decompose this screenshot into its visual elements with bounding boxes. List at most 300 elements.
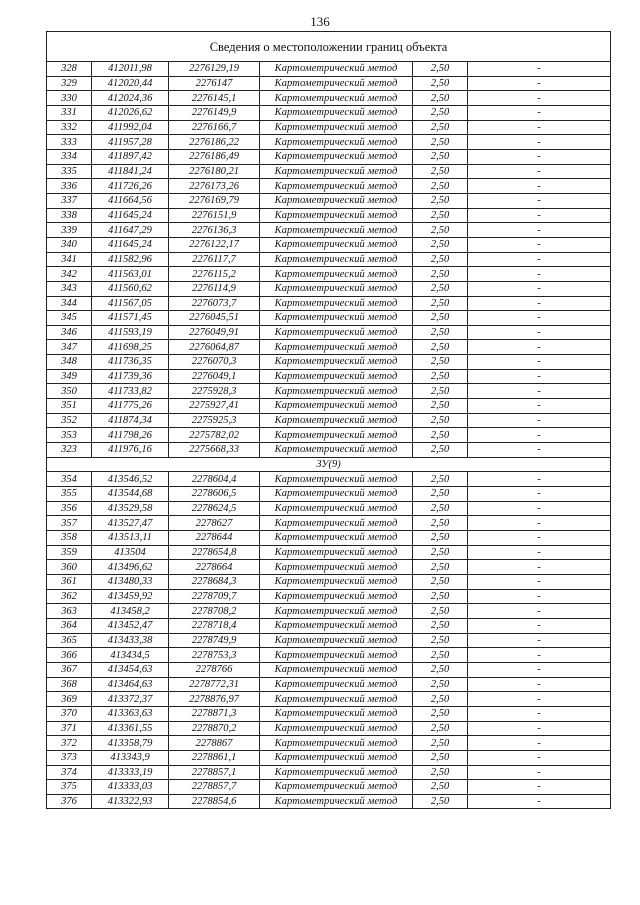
point-number-cell: 349 bbox=[47, 369, 92, 384]
description-cell: - bbox=[468, 501, 611, 516]
table-row bbox=[47, 677, 611, 692]
description-cell: - bbox=[468, 149, 611, 164]
description-cell: - bbox=[468, 62, 611, 77]
table-row bbox=[47, 105, 611, 120]
description-cell: - bbox=[468, 164, 611, 179]
method-cell: Картометрический метод bbox=[260, 252, 413, 267]
table-row bbox=[47, 780, 611, 795]
table-row bbox=[47, 369, 611, 384]
description-cell: - bbox=[468, 355, 611, 370]
y-coordinate-cell: 2276149,9 bbox=[169, 105, 260, 120]
x-coordinate-cell: 413527,47 bbox=[92, 516, 169, 531]
y-coordinate-cell: 2278857,7 bbox=[169, 780, 260, 795]
table-row bbox=[47, 736, 611, 751]
description-cell: - bbox=[468, 487, 611, 502]
point-number-cell: 376 bbox=[47, 794, 92, 809]
accuracy-cell: 2,50 bbox=[413, 794, 468, 809]
method-cell: Картометрический метод bbox=[260, 267, 413, 282]
table-row bbox=[47, 399, 611, 414]
y-coordinate-cell: 2278709,7 bbox=[169, 589, 260, 604]
table-row bbox=[47, 765, 611, 780]
table-row bbox=[47, 428, 611, 443]
table-row bbox=[47, 501, 611, 516]
point-number-cell: 328 bbox=[47, 62, 92, 77]
point-number-cell: 360 bbox=[47, 560, 92, 575]
point-number-cell: 374 bbox=[47, 765, 92, 780]
point-number-cell: 341 bbox=[47, 252, 92, 267]
y-coordinate-cell: 2278857,1 bbox=[169, 765, 260, 780]
method-cell: Картометрический метод bbox=[260, 296, 413, 311]
accuracy-cell: 2,50 bbox=[413, 706, 468, 721]
method-cell: Картометрический метод bbox=[260, 223, 413, 238]
table-row bbox=[47, 267, 611, 282]
x-coordinate-cell: 411726,26 bbox=[92, 179, 169, 194]
description-cell: - bbox=[468, 223, 611, 238]
method-cell: Картометрический метод bbox=[260, 413, 413, 428]
accuracy-cell: 2,50 bbox=[413, 472, 468, 487]
method-cell: Картометрический метод bbox=[260, 545, 413, 560]
accuracy-cell: 2,50 bbox=[413, 369, 468, 384]
x-coordinate-cell: 411560,62 bbox=[92, 281, 169, 296]
table-row bbox=[47, 516, 611, 531]
point-number-cell: 342 bbox=[47, 267, 92, 282]
table-row bbox=[47, 750, 611, 765]
accuracy-cell: 2,50 bbox=[413, 325, 468, 340]
description-cell: - bbox=[468, 76, 611, 91]
y-coordinate-cell: 2278654,8 bbox=[169, 545, 260, 560]
method-cell: Картометрический метод bbox=[260, 501, 413, 516]
accuracy-cell: 2,50 bbox=[413, 252, 468, 267]
y-coordinate-cell: 2275925,3 bbox=[169, 413, 260, 428]
table-row bbox=[47, 296, 611, 311]
accuracy-cell: 2,50 bbox=[413, 648, 468, 663]
description-cell: - bbox=[468, 648, 611, 663]
table-row bbox=[47, 648, 611, 663]
description-cell: - bbox=[468, 281, 611, 296]
description-cell: - bbox=[468, 677, 611, 692]
accuracy-cell: 2,50 bbox=[413, 604, 468, 619]
table-row bbox=[47, 91, 611, 106]
accuracy-cell: 2,50 bbox=[413, 618, 468, 633]
table-title: Сведения о местоположении границ объекта bbox=[47, 32, 611, 62]
accuracy-cell: 2,50 bbox=[413, 149, 468, 164]
method-cell: Картометрический метод bbox=[260, 193, 413, 208]
table-row bbox=[47, 545, 611, 560]
description-cell: - bbox=[468, 369, 611, 384]
x-coordinate-cell: 413333,03 bbox=[92, 780, 169, 795]
method-cell: Картометрический метод bbox=[260, 164, 413, 179]
method-cell: Картометрический метод bbox=[260, 281, 413, 296]
x-coordinate-cell: 411698,25 bbox=[92, 340, 169, 355]
y-coordinate-cell: 2275782,02 bbox=[169, 428, 260, 443]
x-coordinate-cell: 411733,82 bbox=[92, 384, 169, 399]
y-coordinate-cell: 2276049,1 bbox=[169, 369, 260, 384]
table-row bbox=[47, 487, 611, 502]
y-coordinate-cell: 2276145,1 bbox=[169, 91, 260, 106]
point-number-cell: 375 bbox=[47, 780, 92, 795]
accuracy-cell: 2,50 bbox=[413, 355, 468, 370]
point-number-cell: 372 bbox=[47, 736, 92, 751]
point-number-cell: 323 bbox=[47, 443, 92, 458]
method-cell: Картометрический метод bbox=[260, 531, 413, 546]
description-cell: - bbox=[468, 794, 611, 809]
x-coordinate-cell: 413333,19 bbox=[92, 765, 169, 780]
table-body bbox=[47, 32, 611, 809]
x-coordinate-cell: 413363,63 bbox=[92, 706, 169, 721]
y-coordinate-cell: 2278664 bbox=[169, 560, 260, 575]
x-coordinate-cell: 411563,01 bbox=[92, 267, 169, 282]
y-coordinate-cell: 2278871,3 bbox=[169, 706, 260, 721]
method-cell: Картометрический метод bbox=[260, 662, 413, 677]
boundary-table bbox=[46, 31, 611, 809]
method-cell: Картометрический метод bbox=[260, 589, 413, 604]
x-coordinate-cell: 411571,45 bbox=[92, 311, 169, 326]
point-number-cell: 344 bbox=[47, 296, 92, 311]
accuracy-cell: 2,50 bbox=[413, 76, 468, 91]
method-cell: Картометрический метод bbox=[260, 76, 413, 91]
description-cell: - bbox=[468, 384, 611, 399]
y-coordinate-cell: 2276045,51 bbox=[169, 311, 260, 326]
x-coordinate-cell: 413372,37 bbox=[92, 692, 169, 707]
method-cell: Картометрический метод bbox=[260, 399, 413, 414]
accuracy-cell: 2,50 bbox=[413, 340, 468, 355]
table-row bbox=[47, 252, 611, 267]
table-row bbox=[47, 62, 611, 77]
y-coordinate-cell: 2276064,87 bbox=[169, 340, 260, 355]
x-coordinate-cell: 411567,05 bbox=[92, 296, 169, 311]
description-cell: - bbox=[468, 135, 611, 150]
point-number-cell: 346 bbox=[47, 325, 92, 340]
method-cell: Картометрический метод bbox=[260, 428, 413, 443]
description-cell: - bbox=[468, 296, 611, 311]
point-number-cell: 366 bbox=[47, 648, 92, 663]
method-cell: Картометрический метод bbox=[260, 91, 413, 106]
point-number-cell: 345 bbox=[47, 311, 92, 326]
accuracy-cell: 2,50 bbox=[413, 120, 468, 135]
x-coordinate-cell: 413458,2 bbox=[92, 604, 169, 619]
point-number-cell: 368 bbox=[47, 677, 92, 692]
x-coordinate-cell: 413496,62 bbox=[92, 560, 169, 575]
point-number-cell: 351 bbox=[47, 399, 92, 414]
y-coordinate-cell: 2276136,3 bbox=[169, 223, 260, 238]
method-cell: Картометрический метод bbox=[260, 633, 413, 648]
y-coordinate-cell: 2276122,17 bbox=[169, 237, 260, 252]
point-number-cell: 362 bbox=[47, 589, 92, 604]
y-coordinate-cell: 2276114,9 bbox=[169, 281, 260, 296]
accuracy-cell: 2,50 bbox=[413, 296, 468, 311]
y-coordinate-cell: 2276073,7 bbox=[169, 296, 260, 311]
table-title-row bbox=[47, 32, 611, 62]
y-coordinate-cell: 2278861,1 bbox=[169, 750, 260, 765]
accuracy-cell: 2,50 bbox=[413, 531, 468, 546]
method-cell: Картометрический метод bbox=[260, 237, 413, 252]
description-cell: - bbox=[468, 340, 611, 355]
table-row bbox=[47, 179, 611, 194]
description-cell: - bbox=[468, 208, 611, 223]
y-coordinate-cell: 2278606,5 bbox=[169, 487, 260, 502]
y-coordinate-cell: 2276186,49 bbox=[169, 149, 260, 164]
point-number-cell: 332 bbox=[47, 120, 92, 135]
y-coordinate-cell: 2276166,7 bbox=[169, 120, 260, 135]
x-coordinate-cell: 411775,26 bbox=[92, 399, 169, 414]
description-cell: - bbox=[468, 531, 611, 546]
accuracy-cell: 2,50 bbox=[413, 721, 468, 736]
accuracy-cell: 2,50 bbox=[413, 91, 468, 106]
x-coordinate-cell: 411992,04 bbox=[92, 120, 169, 135]
y-coordinate-cell: 2278749,9 bbox=[169, 633, 260, 648]
table-row bbox=[47, 281, 611, 296]
point-number-cell: 340 bbox=[47, 237, 92, 252]
point-number-cell: 330 bbox=[47, 91, 92, 106]
method-cell: Картометрический метод bbox=[260, 736, 413, 751]
method-cell: Картометрический метод bbox=[260, 384, 413, 399]
x-coordinate-cell: 411841,24 bbox=[92, 164, 169, 179]
point-number-cell: 352 bbox=[47, 413, 92, 428]
accuracy-cell: 2,50 bbox=[413, 780, 468, 795]
table-row bbox=[47, 472, 611, 487]
y-coordinate-cell: 2278684,3 bbox=[169, 574, 260, 589]
accuracy-cell: 2,50 bbox=[413, 399, 468, 414]
description-cell: - bbox=[468, 574, 611, 589]
y-coordinate-cell: 2278870,2 bbox=[169, 721, 260, 736]
x-coordinate-cell: 413513,11 bbox=[92, 531, 169, 546]
table-row bbox=[47, 662, 611, 677]
y-coordinate-cell: 2276049,91 bbox=[169, 325, 260, 340]
accuracy-cell: 2,50 bbox=[413, 662, 468, 677]
y-coordinate-cell: 2276186,22 bbox=[169, 135, 260, 150]
table-row bbox=[47, 340, 611, 355]
table-row bbox=[47, 164, 611, 179]
accuracy-cell: 2,50 bbox=[413, 413, 468, 428]
x-coordinate-cell: 413358,79 bbox=[92, 736, 169, 751]
point-number-cell: 335 bbox=[47, 164, 92, 179]
point-number-cell: 329 bbox=[47, 76, 92, 91]
description-cell: - bbox=[468, 721, 611, 736]
table-row bbox=[47, 237, 611, 252]
method-cell: Картометрический метод bbox=[260, 105, 413, 120]
y-coordinate-cell: 2278604,4 bbox=[169, 472, 260, 487]
y-coordinate-cell: 2276129,19 bbox=[169, 62, 260, 77]
x-coordinate-cell: 413454,63 bbox=[92, 662, 169, 677]
point-number-cell: 371 bbox=[47, 721, 92, 736]
description-cell: - bbox=[468, 692, 611, 707]
y-coordinate-cell: 2276115,2 bbox=[169, 267, 260, 282]
point-number-cell: 365 bbox=[47, 633, 92, 648]
description-cell: - bbox=[468, 545, 611, 560]
x-coordinate-cell: 413361,55 bbox=[92, 721, 169, 736]
x-coordinate-cell: 413546,52 bbox=[92, 472, 169, 487]
method-cell: Картометрический метод bbox=[260, 179, 413, 194]
section-label: ЗУ(9) bbox=[47, 457, 611, 472]
accuracy-cell: 2,50 bbox=[413, 237, 468, 252]
accuracy-cell: 2,50 bbox=[413, 179, 468, 194]
accuracy-cell: 2,50 bbox=[413, 560, 468, 575]
accuracy-cell: 2,50 bbox=[413, 487, 468, 502]
x-coordinate-cell: 411874,34 bbox=[92, 413, 169, 428]
method-cell: Картометрический метод bbox=[260, 340, 413, 355]
method-cell: Картометрический метод bbox=[260, 780, 413, 795]
x-coordinate-cell: 413464,63 bbox=[92, 677, 169, 692]
accuracy-cell: 2,50 bbox=[413, 443, 468, 458]
method-cell: Картометрический метод bbox=[260, 369, 413, 384]
description-cell: - bbox=[468, 311, 611, 326]
table-row bbox=[47, 325, 611, 340]
y-coordinate-cell: 2278627 bbox=[169, 516, 260, 531]
method-cell: Картометрический метод bbox=[260, 648, 413, 663]
point-number-cell: 361 bbox=[47, 574, 92, 589]
description-cell: - bbox=[468, 193, 611, 208]
description-cell: - bbox=[468, 736, 611, 751]
y-coordinate-cell: 2278766 bbox=[169, 662, 260, 677]
x-coordinate-cell: 413529,58 bbox=[92, 501, 169, 516]
point-number-cell: 347 bbox=[47, 340, 92, 355]
accuracy-cell: 2,50 bbox=[413, 311, 468, 326]
method-cell: Картометрический метод bbox=[260, 516, 413, 531]
point-number-cell: 367 bbox=[47, 662, 92, 677]
description-cell: - bbox=[468, 662, 611, 677]
y-coordinate-cell: 2278753,3 bbox=[169, 648, 260, 663]
y-coordinate-cell: 2276147 bbox=[169, 76, 260, 91]
description-cell: - bbox=[468, 237, 611, 252]
y-coordinate-cell: 2278772,31 bbox=[169, 677, 260, 692]
table-row bbox=[47, 604, 611, 619]
x-coordinate-cell: 411976,16 bbox=[92, 443, 169, 458]
point-number-cell: 355 bbox=[47, 487, 92, 502]
table-row bbox=[47, 208, 611, 223]
description-cell: - bbox=[468, 325, 611, 340]
y-coordinate-cell: 2275668,33 bbox=[169, 443, 260, 458]
x-coordinate-cell: 413544,68 bbox=[92, 487, 169, 502]
table-row bbox=[47, 120, 611, 135]
accuracy-cell: 2,50 bbox=[413, 105, 468, 120]
accuracy-cell: 2,50 bbox=[413, 750, 468, 765]
accuracy-cell: 2,50 bbox=[413, 501, 468, 516]
x-coordinate-cell: 411582,96 bbox=[92, 252, 169, 267]
method-cell: Картометрический метод bbox=[260, 443, 413, 458]
point-number-cell: 357 bbox=[47, 516, 92, 531]
description-cell: - bbox=[468, 516, 611, 531]
table-row bbox=[47, 589, 611, 604]
description-cell: - bbox=[468, 618, 611, 633]
x-coordinate-cell: 411957,28 bbox=[92, 135, 169, 150]
x-coordinate-cell: 411647,29 bbox=[92, 223, 169, 238]
accuracy-cell: 2,50 bbox=[413, 736, 468, 751]
y-coordinate-cell: 2278708,2 bbox=[169, 604, 260, 619]
table-row bbox=[47, 574, 611, 589]
point-number-cell: 354 bbox=[47, 472, 92, 487]
point-number-cell: 334 bbox=[47, 149, 92, 164]
x-coordinate-cell: 413322,93 bbox=[92, 794, 169, 809]
accuracy-cell: 2,50 bbox=[413, 765, 468, 780]
description-cell: - bbox=[468, 399, 611, 414]
y-coordinate-cell: 2275928,3 bbox=[169, 384, 260, 399]
accuracy-cell: 2,50 bbox=[413, 267, 468, 282]
x-coordinate-cell: 411593,19 bbox=[92, 325, 169, 340]
method-cell: Картометрический метод bbox=[260, 604, 413, 619]
description-cell: - bbox=[468, 105, 611, 120]
y-coordinate-cell: 2276180,21 bbox=[169, 164, 260, 179]
method-cell: Картометрический метод bbox=[260, 355, 413, 370]
y-coordinate-cell: 2276117,7 bbox=[169, 252, 260, 267]
x-coordinate-cell: 413433,38 bbox=[92, 633, 169, 648]
point-number-cell: 359 bbox=[47, 545, 92, 560]
method-cell: Картометрический метод bbox=[260, 574, 413, 589]
point-number-cell: 364 bbox=[47, 618, 92, 633]
description-cell: - bbox=[468, 252, 611, 267]
accuracy-cell: 2,50 bbox=[413, 633, 468, 648]
method-cell: Картометрический метод bbox=[260, 560, 413, 575]
table-row bbox=[47, 223, 611, 238]
table-row bbox=[47, 706, 611, 721]
accuracy-cell: 2,50 bbox=[413, 574, 468, 589]
description-cell: - bbox=[468, 706, 611, 721]
method-cell: Картометрический метод bbox=[260, 721, 413, 736]
method-cell: Картометрический метод bbox=[260, 750, 413, 765]
method-cell: Картометрический метод bbox=[260, 120, 413, 135]
y-coordinate-cell: 2278718,4 bbox=[169, 618, 260, 633]
point-number-cell: 369 bbox=[47, 692, 92, 707]
description-cell: - bbox=[468, 179, 611, 194]
x-coordinate-cell: 412026,62 bbox=[92, 105, 169, 120]
x-coordinate-cell: 411645,24 bbox=[92, 208, 169, 223]
accuracy-cell: 2,50 bbox=[413, 62, 468, 77]
table-row bbox=[47, 443, 611, 458]
table-row bbox=[47, 721, 611, 736]
point-number-cell: 370 bbox=[47, 706, 92, 721]
table-row bbox=[47, 384, 611, 399]
y-coordinate-cell: 2278876,97 bbox=[169, 692, 260, 707]
x-coordinate-cell: 413434,5 bbox=[92, 648, 169, 663]
method-cell: Картометрический метод bbox=[260, 706, 413, 721]
x-coordinate-cell: 413459,92 bbox=[92, 589, 169, 604]
x-coordinate-cell: 413504 bbox=[92, 545, 169, 560]
y-coordinate-cell: 2276070,3 bbox=[169, 355, 260, 370]
x-coordinate-cell: 411664,56 bbox=[92, 193, 169, 208]
x-coordinate-cell: 412011,98 bbox=[92, 62, 169, 77]
x-coordinate-cell: 411798,26 bbox=[92, 428, 169, 443]
accuracy-cell: 2,50 bbox=[413, 193, 468, 208]
accuracy-cell: 2,50 bbox=[413, 384, 468, 399]
description-cell: - bbox=[468, 120, 611, 135]
accuracy-cell: 2,50 bbox=[413, 281, 468, 296]
point-number-cell: 373 bbox=[47, 750, 92, 765]
accuracy-cell: 2,50 bbox=[413, 208, 468, 223]
accuracy-cell: 2,50 bbox=[413, 692, 468, 707]
x-coordinate-cell: 411645,24 bbox=[92, 237, 169, 252]
point-number-cell: 336 bbox=[47, 179, 92, 194]
point-number-cell: 353 bbox=[47, 428, 92, 443]
description-cell: - bbox=[468, 589, 611, 604]
x-coordinate-cell: 412020,44 bbox=[92, 76, 169, 91]
y-coordinate-cell: 2278624,5 bbox=[169, 501, 260, 516]
description-cell: - bbox=[468, 428, 611, 443]
x-coordinate-cell: 411897,42 bbox=[92, 149, 169, 164]
x-coordinate-cell: 413452,47 bbox=[92, 618, 169, 633]
point-number-cell: 331 bbox=[47, 105, 92, 120]
description-cell: - bbox=[468, 750, 611, 765]
table-row bbox=[47, 413, 611, 428]
method-cell: Картометрический метод bbox=[260, 765, 413, 780]
table-row bbox=[47, 531, 611, 546]
x-coordinate-cell: 411736,35 bbox=[92, 355, 169, 370]
method-cell: Картометрический метод bbox=[260, 692, 413, 707]
x-coordinate-cell: 413480,33 bbox=[92, 574, 169, 589]
table-row bbox=[47, 193, 611, 208]
method-cell: Картометрический метод bbox=[260, 149, 413, 164]
y-coordinate-cell: 2276151,9 bbox=[169, 208, 260, 223]
y-coordinate-cell: 2276169,79 bbox=[169, 193, 260, 208]
y-coordinate-cell: 2276173,26 bbox=[169, 179, 260, 194]
